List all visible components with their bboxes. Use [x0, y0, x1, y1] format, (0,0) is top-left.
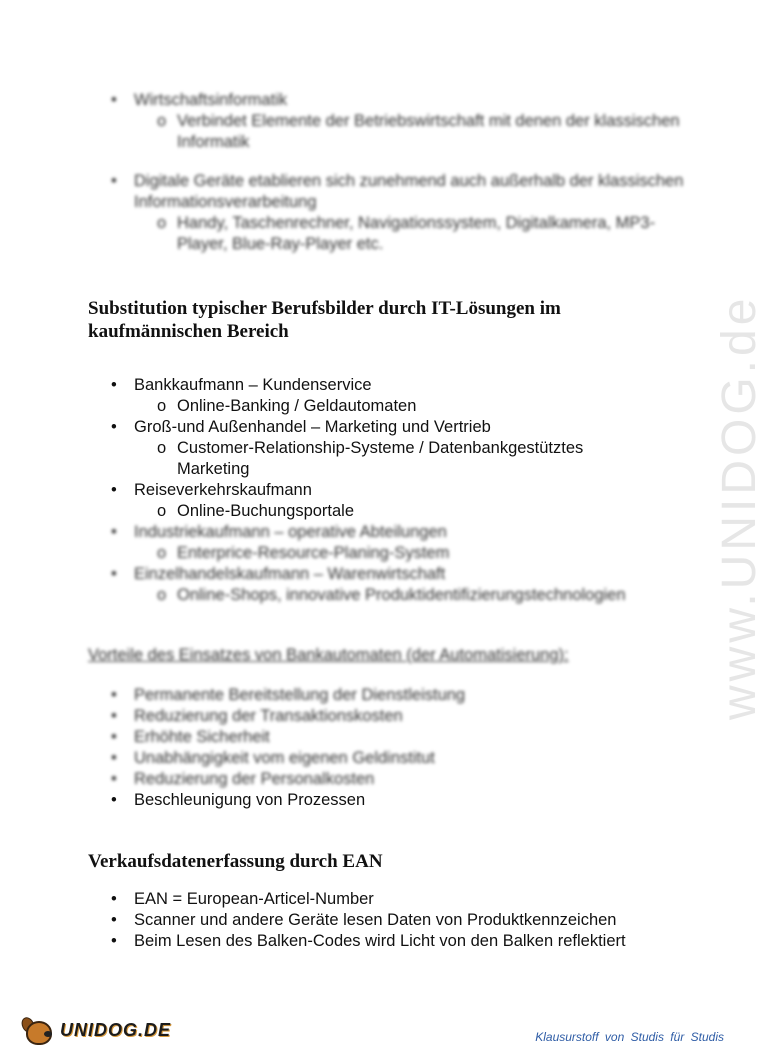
list-item-text: Bankkaufmann – Kundenservice: [134, 376, 372, 394]
brand-logo[interactable]: [22, 1013, 171, 1047]
sub-list-item: [88, 396, 688, 417]
ean-section: [88, 889, 708, 952]
substitution-list: [88, 375, 688, 522]
sub-item-text: Online-Banking / Geldautomaten: [177, 397, 417, 415]
sub-list-item: [88, 438, 647, 480]
ean-list: [88, 889, 708, 952]
sub-item-text: Handy, Taschenrechner, Navigationssystem, Digitalkamera, MP3-Player, Blue-Ray-Player etc.: [177, 214, 656, 253]
intro-list: [88, 90, 688, 153]
intro-section: [88, 90, 688, 255]
sub-item-text: Online-Buchungsportale: [177, 502, 355, 520]
list-item: [88, 375, 688, 396]
intro-list-2: [88, 171, 688, 255]
heading-vorteile: Vorteile des Einsatzes von Bankautomaten (der Automatisierung):: [88, 646, 569, 664]
sub-item-text: Online-Shops, innovative Produktidentifizierungstechnologien: [177, 586, 626, 604]
sub-list-item: [88, 543, 688, 564]
sub-item-text: Verbindet Elemente der Betriebswirtschaft mit denen der klassischen Informatik: [177, 112, 680, 151]
sub-list-item: [88, 501, 688, 522]
sub-list-item: [88, 585, 688, 606]
brand-name: UNIDOG.DE: [60, 1019, 172, 1040]
list-item: [88, 748, 688, 769]
list-item: [88, 706, 688, 727]
list-item-text: Reduzierung der Personalkosten: [134, 770, 375, 788]
sub-item-text: Customer-Relationship-Systeme / Datenbankgestütztes Marketing: [177, 439, 584, 478]
sub-item-text: Enterprice-Resource-Planing-System: [177, 544, 450, 562]
sub-list-item: [88, 213, 688, 255]
list-item: [88, 90, 688, 111]
list-item-text: Einzelhandelskaufmann – Warenwirtschaft: [134, 565, 446, 583]
list-item-text: Wirtschaftsinformatik: [134, 91, 288, 109]
list-item: [88, 564, 688, 585]
substitution-list-blurred: [88, 522, 688, 606]
vorteile-section: [88, 685, 688, 811]
sub-list-item: [88, 111, 688, 153]
list-item: [88, 417, 688, 438]
list-item: [88, 769, 688, 790]
list-item: [88, 889, 708, 910]
substitution-section: [88, 375, 688, 606]
list-item: [88, 522, 688, 543]
list-item: [88, 171, 688, 213]
vorteile-list: [88, 790, 688, 811]
heading-ean: Verkaufsdatenerfassung durch EAN: [88, 851, 383, 872]
list-item-text: Scanner und andere Geräte lesen Daten von Produktkennzeichen: [134, 911, 617, 929]
list-item-text: Beim Lesen des Balken-Codes wird Licht von den Balken reflektiert: [134, 932, 626, 950]
list-item: [88, 910, 708, 931]
list-item: [88, 790, 688, 811]
list-item: [88, 480, 688, 501]
list-item-text: Beschleunigung von Prozessen: [134, 791, 366, 809]
list-item-text: EAN = European-Articel-Number: [134, 890, 374, 908]
list-item-text: Reiseverkehrskaufmann: [134, 481, 312, 499]
list-item-text: Erhöhte Sicherheit: [134, 728, 270, 746]
watermark-text: www.UNIDOG.de: [713, 294, 766, 720]
list-item-text: Permanente Bereitstellung der Dienstleistung: [134, 686, 466, 704]
list-item: [88, 685, 688, 706]
list-item-text: Digitale Geräte etablieren sich zunehmend auch außerhalb der klassischen Informationsverarbeitung: [134, 172, 684, 211]
list-item: [88, 727, 688, 748]
list-item-text: Unabhängigkeit vom eigenen Geldinstitut: [134, 749, 435, 767]
dog-mascot-icon: [22, 1013, 56, 1047]
list-item-text: Industriekaufmann – operative Abteilungen: [134, 523, 447, 541]
vorteile-list-blurred: [88, 685, 688, 790]
list-item-text: Reduzierung der Transaktionskosten: [134, 707, 403, 725]
list-item-text: Groß-und Außenhandel – Marketing und Vertrieb: [134, 418, 491, 436]
heading-substitution: Substitution typischer Berufsbilder durch IT-Lösungen im kaufmännischen Bereich: [88, 298, 561, 342]
list-item: [88, 931, 708, 952]
footer-tagline: Klausurstoff von Studis für Studis: [535, 1030, 724, 1044]
